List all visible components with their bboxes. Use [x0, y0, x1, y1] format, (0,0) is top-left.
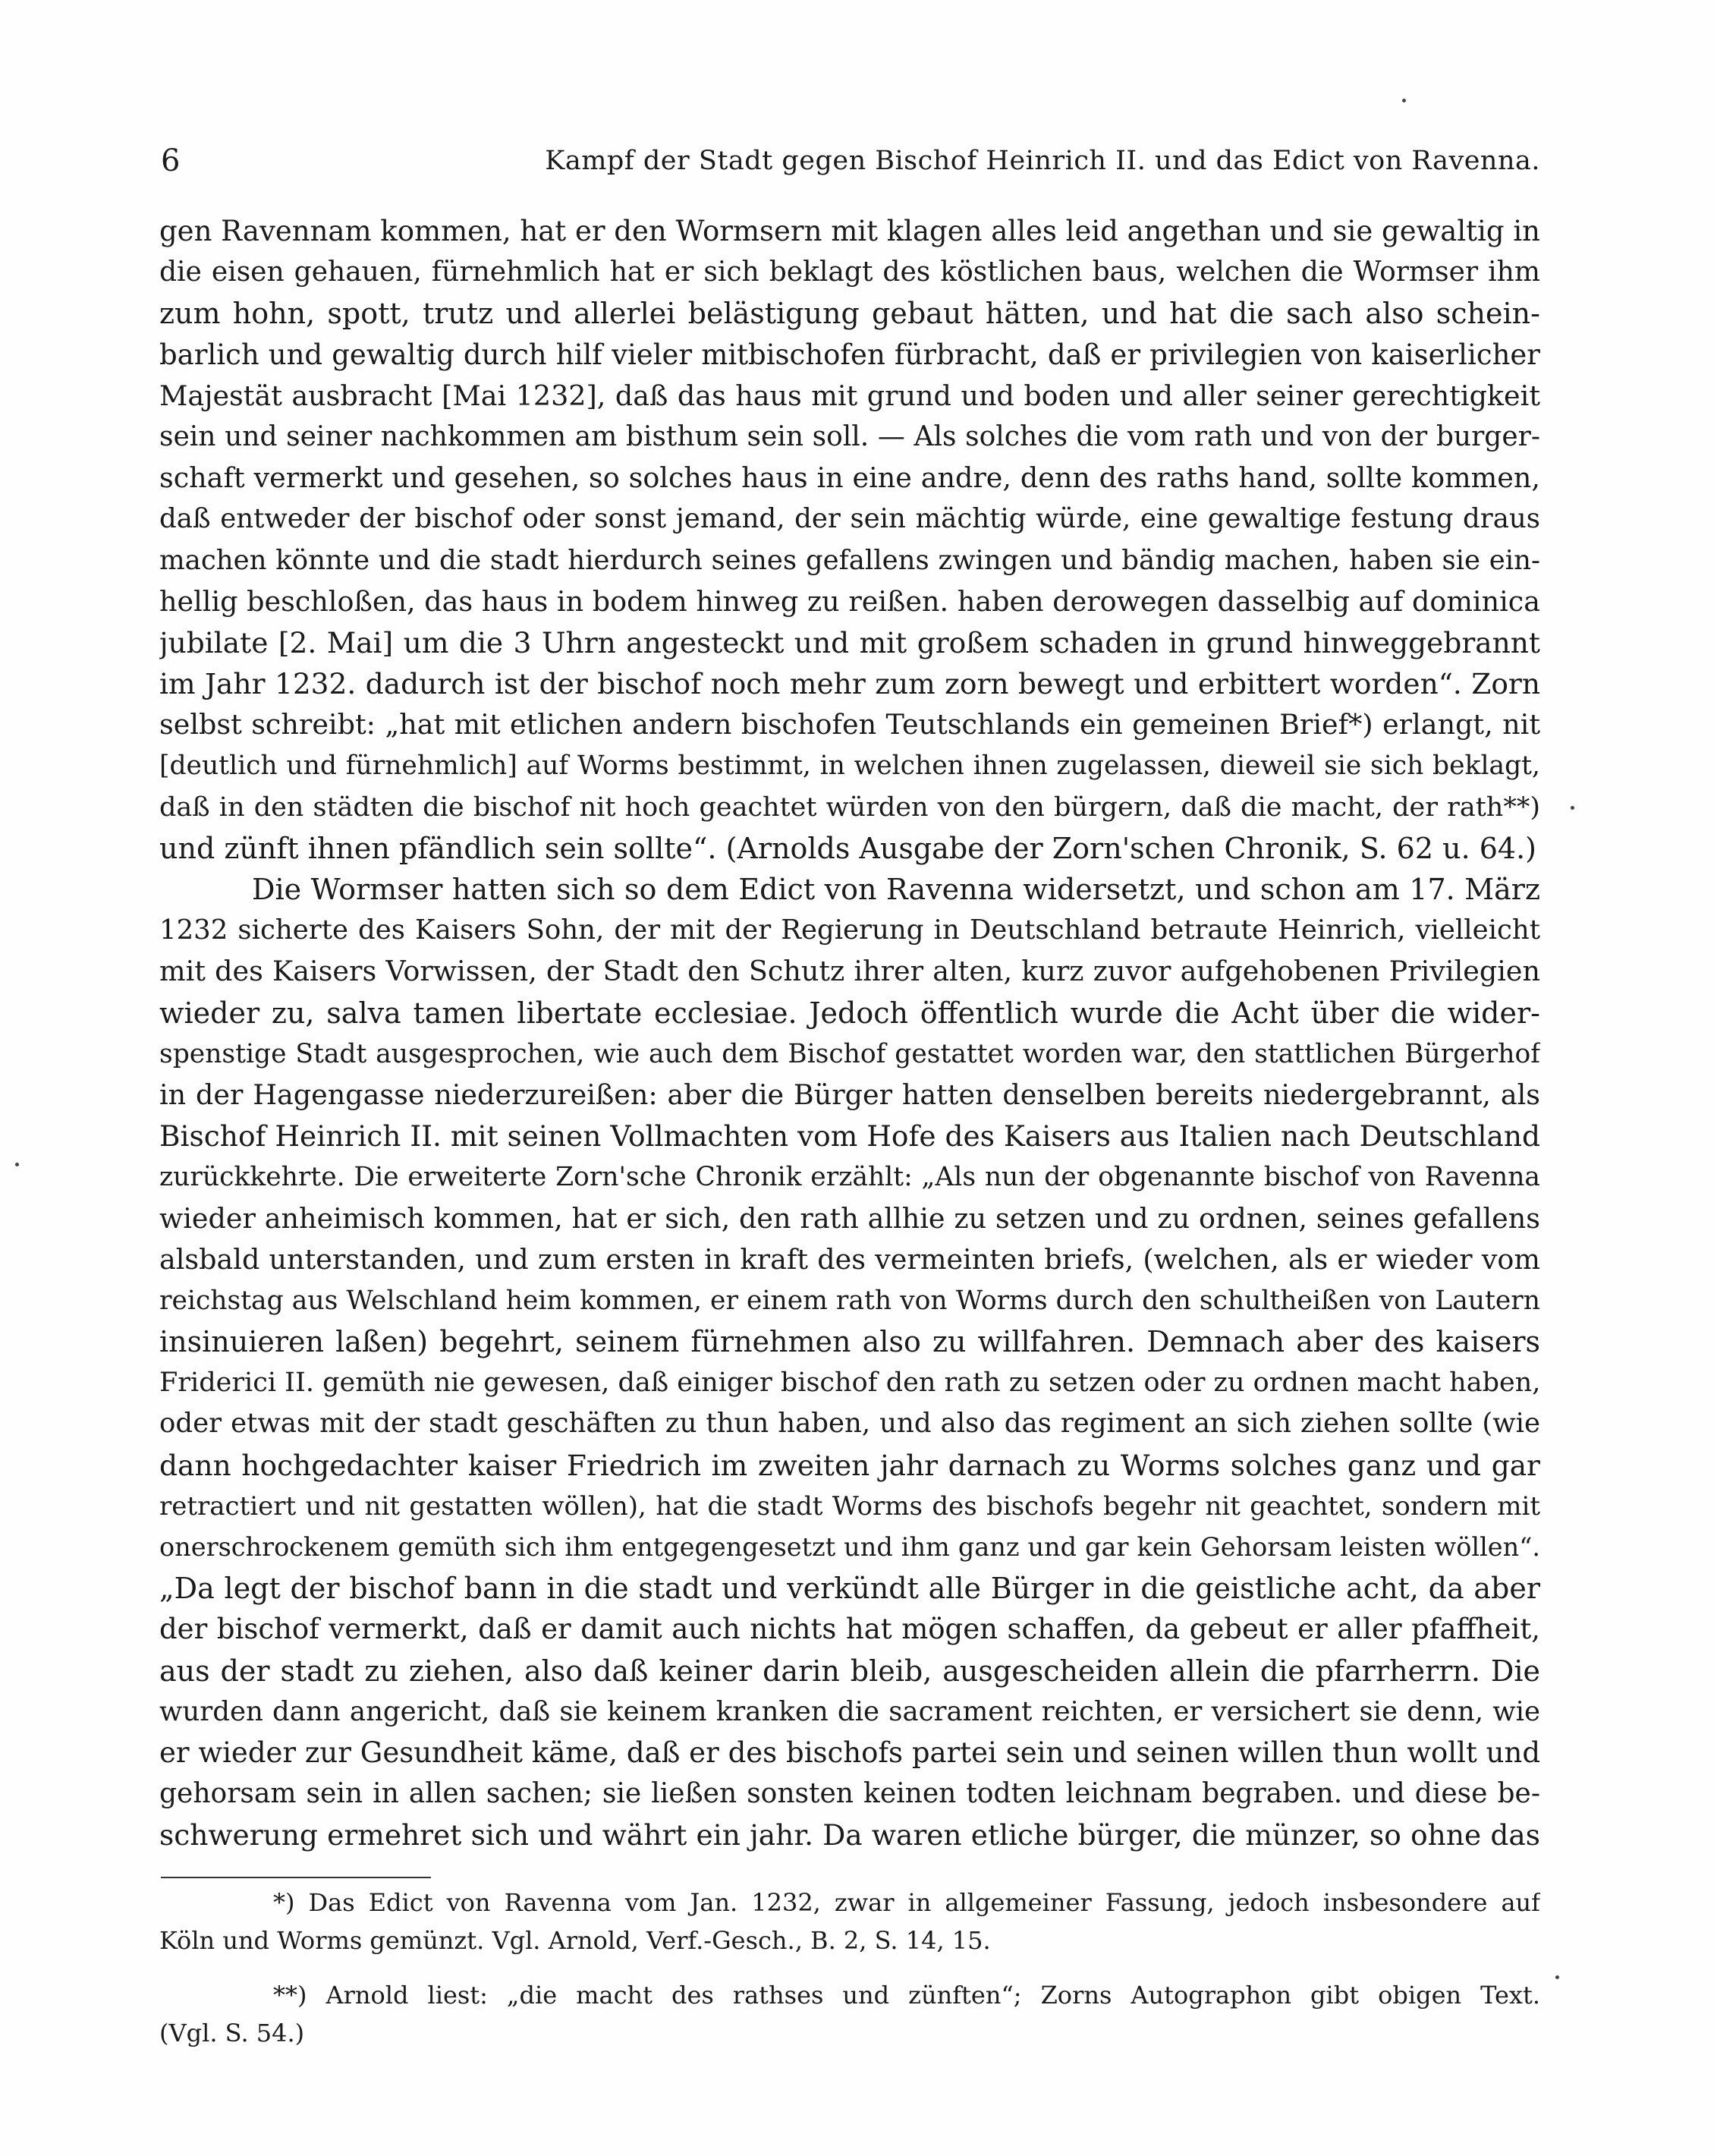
page-header [161, 138, 1540, 184]
text-line: oder etwas mit der stadt geschäften zu thun haben, und also das regiment an sich ziehen sollte (wie [159, 1408, 1540, 1440]
text-line: gehorsam sein in allen sachen; sie ließen sonsten keinen todten leichnam begraben. und diese be- [159, 1778, 1540, 1810]
text-line: insinuieren laßen) begehrt, seinem fürnehmen also zu willfahren. Demnach aber des kaisers [159, 1325, 1540, 1359]
text-line: daß entweder der bischof oder sonst jemand, der sein mächtig würde, eine gewaltige festung draus [159, 503, 1540, 535]
text-line: dann hochgedachter kaiser Friedrich im zweiten jahr darnach zu Worms solches ganz und gar [159, 1448, 1540, 1482]
text-line: barlich und gewaltig durch hilf vieler mitbischofen fürbracht, daß er privilegien von kaiserlicher [159, 338, 1540, 371]
paper-speck [1402, 99, 1406, 102]
text-line: spenstige Stadt ausgesprochen, wie auch dem Bischof gestattet worden war, den stattlichen Bürgerhof [159, 1038, 1540, 1069]
footnote-2-line: **) Arnold liest: „die macht des rathses und zünften“; Zorns Autographon gibt obigen Text. [273, 1981, 1540, 2010]
text-line: die eisen gehauen, fürnehmlich hat er sich beklagt des köstlichen baus, welchen die Wormser ihm [159, 257, 1540, 288]
text-line: aus der stadt zu ziehen, also daß keiner darin bleib, ausgescheiden allein die pfarrherrn. Die [159, 1654, 1540, 1688]
paragraph-start-line: Die Wormser hatten sich so dem Edict von Ravenna widersetzt, und schon am 17. März [252, 873, 1540, 906]
main-text [159, 211, 1540, 1856]
text-line: Bischof Heinrich II. mit seinen Vollmachten vom Hofe des Kaisers aus Italien nach Deutschland [159, 1119, 1540, 1154]
text-line: wurden dann angericht, daß sie keinem kranken die sacrament reichten, er versichert sie denn, wie [159, 1695, 1540, 1727]
text-line: gen Ravennam kommen, hat er den Wormsern mit klagen alles leid angethan und sie gewaltig in [159, 215, 1540, 247]
text-line: reichstag aus Welschland heim kommen, er einem rath von Worms durch den schultheißen von Lautern [159, 1285, 1540, 1316]
text-line: er wieder zur Gesundheit käme, daß er des bischofs partei sein und seinen willen thun wollt und [159, 1736, 1540, 1769]
text-line: jubilate [2. Mai] um die 3 Uhrn angesteckt und mit großem schaden in grund hinweggebrannt [159, 625, 1540, 659]
text-line: mit des Kaisers Vorwissen, der Stadt den Schutz ihrer alten, kurz zuvor aufgehobenen Privilegien [159, 955, 1540, 988]
text-line: sein und seiner nachkommen am bisthum sein soll. — Als solches die vom rath und von der burger- [159, 420, 1540, 452]
text-line: in der Hagengasse niederzureißen: aber die Bürger hatten denselben bereits niedergebrannt, als [159, 1078, 1540, 1111]
text-line: 1232 sicherte des Kaisers Sohn, der mit der Regierung in Deutschland betraute Heinrich, vielleicht [159, 914, 1540, 946]
text-line: daß in den städten die bischof nit hoch geachtet würden von den bürgern, daß die macht, der rath**) [159, 792, 1540, 823]
text-line: onerschrockenem gemüth sich ihm entgegengesetzt und ihm ganz und gar kein Gehorsam leisten wöllen“. [159, 1532, 1540, 1562]
paper-speck [15, 1163, 19, 1166]
paper-speck [1571, 806, 1574, 810]
text-line: wieder zu, salva tamen libertate ecclesiae. Jedoch öffentlich wurde die Acht über die wider- [159, 996, 1540, 1030]
paper-speck [1555, 1975, 1559, 1979]
text-line: und zünft ihnen pfändlich sein sollte“. (Arnolds Ausgabe der Zorn'schen Chronik, S. 62 u. 64.) [159, 831, 1537, 865]
footnote-1-line: *) Das Edict von Ravenna vom Jan. 1232, zwar in allgemeiner Fassung, jedoch insbesondere auf [273, 1888, 1540, 1917]
text-line: wieder anheimisch kommen, hat er sich, den rath allhie zu setzen und zu ordnen, seines gefallens [159, 1201, 1540, 1235]
text-line: der bischof vermerkt, daß er damit auch nichts hat mögen schaffen, da gebeut er aller pfaffheit, [159, 1613, 1540, 1646]
text-line: schwerung ermehret sich und währt ein jahr. Da waren etliche bürger, die münzer, so ohne das [159, 1818, 1540, 1852]
page-number: 6 [161, 143, 181, 178]
text-line: alsbald unterstanden, und zum ersten in kraft des vermeinten briefs, (welchen, als er wieder vom [159, 1242, 1540, 1276]
text-line: selbst schreibt: „hat mit etlichen andern bischofen Teutschlands ein gemeinen Brief*) erlangt, nit [159, 708, 1540, 741]
text-line: zurückkehrte. Die erweiterte Zorn'sche Chronik erzählt: „Als nun der obgenannte bischof von Ravenna [159, 1162, 1540, 1193]
text-line: zum hohn, spott, trutz und allerlei belästigung gebaut hätten, und hat die sach also schein- [159, 297, 1540, 331]
footnote-2-line: (Vgl. S. 54.) [159, 2019, 305, 2047]
text-line: Majestät ausbracht [Mai 1232], daß das haus mit grund und boden und aller seiner gerechtigkeit [159, 379, 1540, 412]
footnotes [159, 1884, 1540, 2052]
running-title: Kampf der Stadt gegen Bischof Heinrich II. und das Edict von Ravenna. [545, 146, 1540, 176]
text-line: „Da legt der bischof bann in die stadt und verkündt alle Bürger in die geistliche acht, da aber [159, 1572, 1540, 1606]
text-line: Friderici II. gemüth nie gewesen, daß einiger bischof den rath zu setzen oder zu ordnen macht haben, [159, 1368, 1540, 1399]
text-line: machen könnte und die stadt hierdurch seines gefallens zwingen und bändig machen, haben sie ein- [159, 544, 1540, 576]
footnote-divider [161, 1877, 431, 1878]
text-line: [deutlich und fürnehmlich] auf Worms bestimmt, in welchen ihnen zugelassen, dieweil sie sich beklagt, [159, 751, 1540, 782]
footnote-1-line: Köln und Worms gemünzt. Vgl. Arnold, Verf.-Gesch., B. 2, S. 14, 15. [159, 1926, 991, 1955]
footnote-gap [159, 1959, 1540, 1976]
text-line: im Jahr 1232. dadurch ist der bischof noch mehr zum zorn bewegt und erbittert worden“. Zorn [159, 667, 1540, 701]
text-line: hellig beschloßen, das haus in bodem hinweg zu reißen. haben derowegen dasselbig auf dominica [159, 584, 1540, 618]
text-line: retractiert und nit gestatten wöllen), hat die stadt Worms des bischofs begehr nit geachtet, sondern mit [159, 1490, 1540, 1522]
text-line: schaft vermerkt und gesehen, so solches haus in eine andre, denn des raths hand, sollte kommen, [159, 461, 1540, 495]
